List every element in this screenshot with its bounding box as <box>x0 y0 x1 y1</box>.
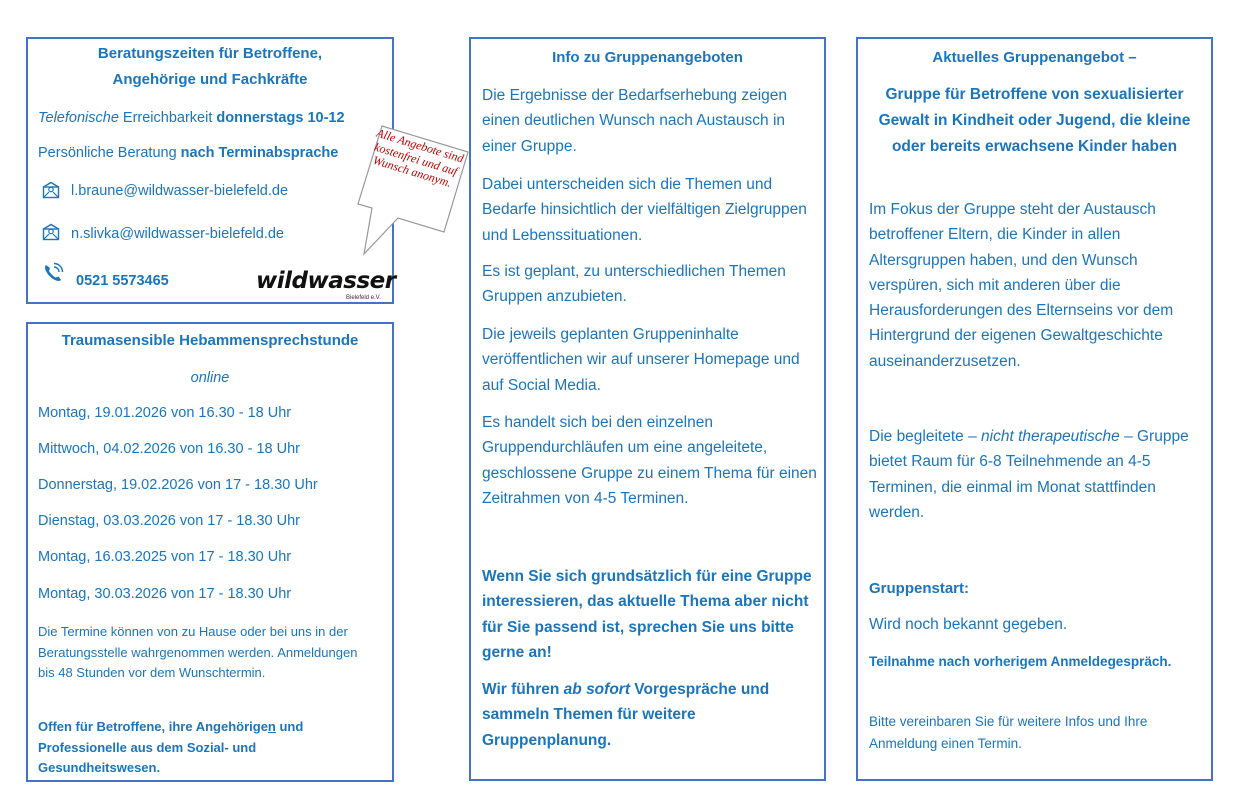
date-item: Mittwoch, 04.02.2026 von 16.30 - 18 Uhr <box>38 441 300 457</box>
info-paragraph: Es ist geplant, zu unterschiedlichen Themen Gruppen anzubieten. <box>482 263 786 306</box>
info-paragraph: Die Ergebnisse der Bedarfserhebung zeigen einen deutlichen Wunsch nach Austausch in einer Gruppe. <box>482 87 788 155</box>
email-2-link[interactable]: n.slivka@wildwasser-bielefeld.de <box>71 226 284 242</box>
participation-note: Teilnahme nach vorherigem Anmeldegespräch. <box>869 654 1172 669</box>
email-1-link[interactable]: l.braune@wildwasser-bielefeld.de <box>71 183 289 199</box>
midwife-audience: Offen für Betroffene, ihre Angehörigen und Professionelle aus dem Sozial- und Gesundheitswesen. <box>38 719 304 775</box>
current-subtitle: Gruppe für Betroffene von sexualisierter Gewalt in Kindheit oder Jugend, die kleine oder bereits erwachsene Kinder haben <box>878 86 1191 155</box>
info-pre-talks: Wir führen ab sofort Vorgespräche und sammeln Themen für weitere Gruppenplanung. <box>482 681 770 749</box>
current-title: Aktuelles Gruppenangebot – <box>932 49 1137 66</box>
phone-icon <box>42 262 64 284</box>
info-contact-invite: Wenn Sie sich grundsätzlich für eine Gruppe interessieren, das aktuelle Thema aber nicht für Sie passend ist, sprechen Sie uns bitte gerne an! <box>482 568 812 661</box>
contact-title-line1: Beratungszeiten für Betroffene, <box>97 45 323 62</box>
midwife-note: Die Termine können von zu Hause oder bei uns in der Beratungsstelle wahrgenommen werden. Anmeldungen bis 48 Stunden vor dem Wunschtermin. <box>38 624 358 680</box>
midwife-mode: online <box>190 370 230 386</box>
phone-hours: Telefonische Erreichbarkeit donnerstags 10-12 <box>38 110 345 126</box>
current-format: Die begleitete – nicht therapeutische – Gruppe bietet Raum für 6-8 Teilnehmende an 4-5 Terminen, die einmal im Monat stattfinden werden. <box>869 428 1189 521</box>
info-title: Info zu Gruppenangeboten <box>552 49 743 66</box>
info-paragraph: Es handelt sich bei den einzelnen Gruppendurchläufen um eine angeleitete, geschlossene Gruppe zu einem Thema für einen Zeitrahmen von 4-5 Terminen. <box>482 414 817 507</box>
current-description: Im Fokus der Gruppe steht der Austausch betroffener Eltern, die Kinder in allen Altersgruppen haben, und den Wunsch verspüren, sich mit anderen über die Herausforderungen des Elternseins vor dem Hintergrund der eigenen Gewaltgeschichte auseinanderzusetzen. <box>869 201 1174 370</box>
date-item: Dienstag, 03.03.2026 von 17 - 18.30 Uhr <box>38 513 300 529</box>
info-paragraph: Die jeweils geplanten Gruppeninhalte veröffentlichen wir auf unserer Homepage und auf Social Media. <box>482 326 800 394</box>
phone-number[interactable]: 0521 5573465 <box>76 273 169 289</box>
date-item: Montag, 19.01.2026 von 16.30 - 18 Uhr <box>38 405 292 421</box>
info-paragraph: Dabei unterscheiden sich die Themen und Bedarfe hinsichtlich der vielfältigen Zielgruppen und Lebenssituationen. <box>482 176 807 244</box>
group-start-value: Wird noch bekannt gegeben. <box>869 616 1068 633</box>
personal-consultation: Persönliche Beratung nach Terminabsprache <box>38 145 339 161</box>
closing-note: Bitte vereinbaren Sie für weitere Infos und Ihre Anmeldung einen Termin. <box>869 714 1148 751</box>
date-item: Montag, 16.03.2025 von 17 - 18.30 Uhr <box>38 549 292 565</box>
wildwasser-logo: wildwasser <box>256 268 396 294</box>
date-item: Donnerstag, 19.02.2026 von 17 - 18.30 Uhr <box>38 477 318 493</box>
group-start-label: Gruppenstart: <box>869 580 970 597</box>
mail-icon <box>42 181 60 199</box>
midwife-title: Traumasensible Hebammensprechstunde <box>61 332 359 349</box>
contact-title-line2: Angehörige und Fachkräfte <box>112 71 308 88</box>
mail-icon <box>42 223 60 241</box>
date-item: Montag, 30.03.2026 von 17 - 18.30 Uhr <box>38 586 292 602</box>
free-anonymous-note: Alle Angebote sind kostenfrei und auf Wunsch anonym. <box>371 125 466 191</box>
wildwasser-logo-subtitle: Bielefeld e.V. <box>346 295 381 301</box>
